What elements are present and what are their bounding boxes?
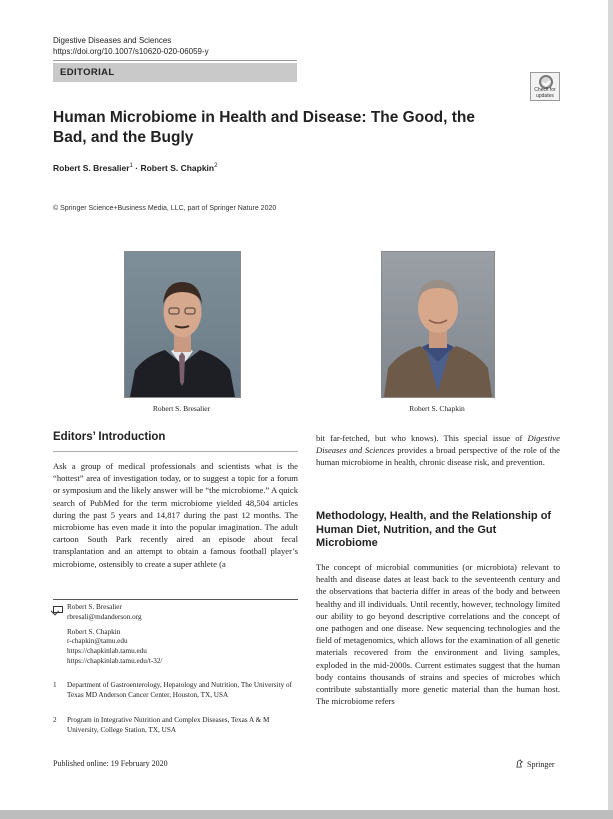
author-separator: · (132, 163, 141, 173)
article-title: Human Microbiome in Health and Disease: The Good, the Bad, and the Bugly (53, 109, 476, 146)
journal-header (53, 35, 209, 57)
viewer-right-edge (608, 0, 613, 819)
section-label-bar (53, 63, 297, 82)
contact2-email[interactable]: r-chapkin@tamu.edu (67, 637, 128, 646)
contact2-url1[interactable]: https://chapkinlab.tamu.edu (67, 647, 147, 656)
photo-caption-bresalier: Robert S. Bresalier (152, 404, 211, 413)
contact1-email[interactable]: rbresali@mdanderson.org (67, 612, 142, 621)
author-photo-bresalier (124, 251, 241, 398)
affil2-number: 2 (53, 716, 57, 724)
affil1-number: 1 (53, 681, 57, 689)
section-label: EDITORIAL (60, 67, 115, 78)
published-date: Published online: 19 February 2020 (53, 759, 168, 768)
intro-continuation-text-b: provides a broad perspective of the role of the human microbiome in health, chronic disease risk, and prevention. (316, 445, 560, 468)
contact1-name: Robert S. Bresalier (67, 603, 122, 611)
author-1[interactable]: Robert S. Bresalier (53, 163, 130, 173)
section-heading-methods: Methodology, Health, and the Relationship of Human Diet, Nutrition, and the Gut Microbiome (316, 510, 552, 549)
footnote-rule (53, 599, 298, 600)
check-for-updates-badge[interactable] (530, 72, 560, 101)
author-2-affil: 2 (214, 163, 218, 170)
intro-continuation-text-a: bit far-fetched, but who knows). This special issue of (316, 433, 528, 443)
section-heading-intro: Editors’ Introduction (53, 431, 166, 443)
badge-text-line1: Check for (534, 87, 556, 93)
section-heading-rule (53, 451, 298, 452)
author-list (53, 163, 217, 173)
contact2-name: Robert S. Chapkin (67, 627, 121, 636)
springer-horse-icon (515, 759, 524, 768)
viewer-bottom-edge (0, 810, 613, 819)
publisher-name: Springer (527, 760, 555, 769)
affil1-text: Department of Gastroenterology, Hepatology and Nutrition, The University of Texas MD Anderson Cancer Center, Houston, TX, USA (67, 681, 292, 699)
author-photo-chapkin (381, 251, 495, 398)
affil2-text: Program in Integrative Nutrition and Complex Diseases, Texas A & M University, College Station, TX, USA (67, 716, 270, 734)
envelope-icon (53, 606, 63, 613)
methods-paragraph: The concept of microbial communities (or microbiota) relevant to health and disease dates at least back to the seventeenth century and the observations that bacteria differ in areas of the body and between healthy and ill individuals. Until recently, however, technology limited our ability to go beyond descriptive correlations and the concept of one pathogen and one disease. New sequencing technologies and the field of metagenomics, which allows for the examination of all genetic materials recovered from the environment and living samples, exploded in the mid-2000s. Current estimates suggest that the human body contains thousands of strains and species of microbes which contribute substantially more genetic material than the human host. The microbiome refers (316, 562, 560, 707)
corresponding-authors (67, 603, 297, 667)
contact2-url2[interactable]: https://chapkinlab.tamu.edu/t-32/ (67, 656, 163, 665)
journal-name-italic: Digestive Diseases and Sciences (316, 433, 560, 456)
author-2[interactable]: Robert S. Chapkin (140, 163, 215, 173)
author-1-affil: 1 (129, 163, 133, 170)
doi-link[interactable]: https://doi.org/10.1007/s10620-020-06059-y (53, 47, 209, 56)
publisher-logo (515, 759, 555, 769)
badge-text-line2: updates (536, 92, 554, 99)
header-rule (53, 60, 297, 61)
photo-caption-chapkin: Robert S. Chapkin (409, 404, 465, 413)
intro-continuation (316, 432, 560, 469)
intro-paragraph: Ask a group of medical professionals and scientists what is the “hottest” area of investigation today, or to suggest a topic for a forum or symposium and the likely answer will be “the microbiome.” A quick search of PubMed for the term microbiome yielded 48,504 articles during the past 5 years and 14,817 during the past 12 months. The microbiome has even made it into the popular imagination. The adult cartoon South Park recently aired an episode about fecal transplantation and an attempt to obtain a famous football player’s microbiome, ostensibly to create a super athlete (a (53, 461, 298, 569)
journal-name: Digestive Diseases and Sciences (53, 36, 172, 45)
copyright-line: © Springer Science+Business Media, LLC, part of Springer Nature 2020 (53, 205, 277, 212)
